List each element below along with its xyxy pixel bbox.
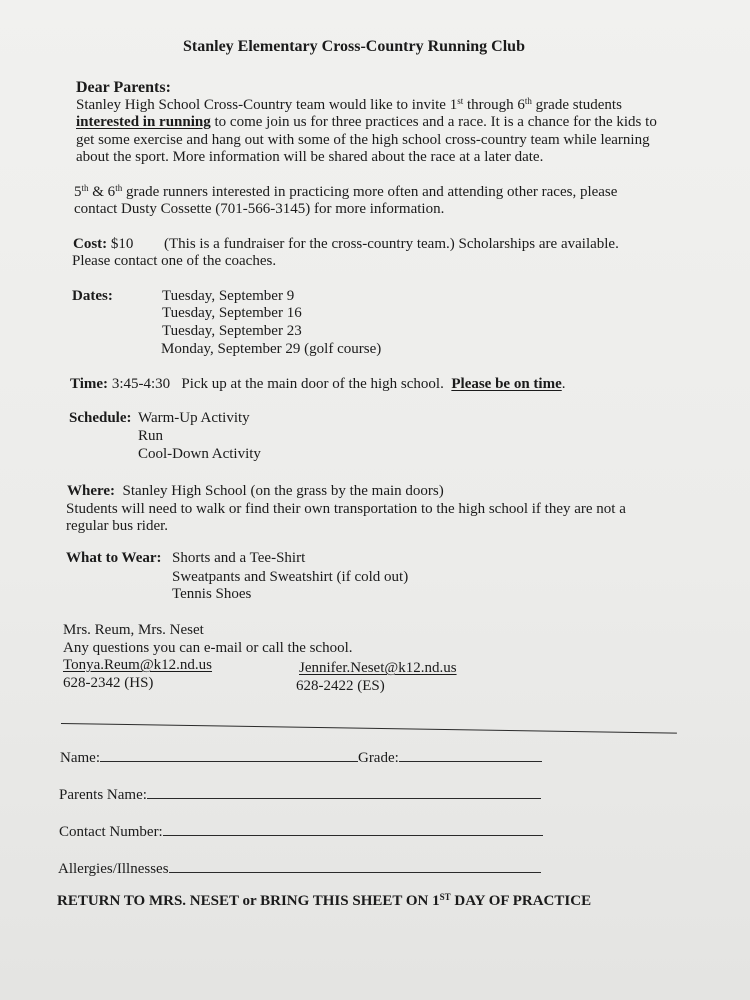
wear-label: What to Wear:	[66, 550, 162, 566]
allergies-label: Allergies/Illnesses	[58, 861, 169, 877]
schedule-item: Run	[138, 428, 164, 444]
page-title: Stanley Elementary Cross-Country Running Club	[183, 38, 525, 55]
contact-label: Contact Number:	[59, 824, 163, 840]
parents-field[interactable]	[59, 785, 541, 804]
name-blank[interactable]	[100, 748, 358, 762]
email-neset-link[interactable]: Jennifer.Neset@k12.nd.us	[299, 660, 457, 676]
greeting: Dear Parents:	[76, 79, 171, 96]
where-line-2: Students will need to walk or find their own transportation to the high school if they are not a	[66, 501, 626, 517]
cost-line: Cost: $10	[73, 236, 134, 252]
intro-line-1: Stanley High School Cross-Country team would like to invite 1st through 6th grade students	[76, 96, 622, 113]
phone-hs: 628-2342 (HS)	[63, 675, 154, 691]
contact-names: Mrs. Reum, Mrs. Neset	[63, 622, 204, 638]
where-line-3: regular bus rider.	[66, 518, 169, 534]
name-label: Name:	[60, 750, 100, 766]
date-item: Monday, September 29 (golf course)	[161, 341, 382, 357]
cost-line-2: Please contact one of the coaches.	[72, 253, 277, 269]
contact-field[interactable]	[59, 822, 543, 841]
parents-label: Parents Name:	[59, 787, 147, 803]
older-line-1: 5th & 6th grade runners interested in practicing more often and attending other races, please	[74, 183, 618, 200]
where-line: Where: Stanley High School (on the grass by the main doors)	[67, 483, 444, 499]
allergies-field[interactable]	[58, 859, 541, 878]
cost-note: (This is a fundraiser for the cross-country team.) Scholarships are available.	[164, 236, 619, 252]
email-reum-link[interactable]: Tonya.Reum@k12.nd.us	[63, 657, 213, 673]
intro-line-4: about the sport. More information will be shared about the race at a later date.	[76, 149, 544, 165]
name-field[interactable]	[60, 748, 542, 767]
intro-line-2: interested in running to come join us for three practices and a race. It is a chance for the kids to	[76, 114, 657, 130]
date-item: Tuesday, September 16	[162, 305, 302, 321]
date-item: Tuesday, September 23	[162, 323, 302, 339]
wear-item: Shorts and a Tee-Shirt	[172, 550, 306, 566]
schedule-item: Cool-Down Activity	[138, 446, 261, 462]
time-line: Time: 3:45-4:30 Pick up at the main door of the high school. Please be on time.	[70, 376, 566, 392]
wear-item: Tennis Shoes	[172, 586, 252, 602]
dates-label: Dates:	[72, 288, 113, 304]
contact-note: Any questions you can e-mail or call the school.	[63, 640, 353, 656]
older-line-2: contact Dusty Cossette (701-566-3145) for more information.	[74, 201, 445, 217]
return-instructions: RETURN TO MRS. NESET or BRING THIS SHEET ON 1ST DAY OF PRACTICE	[57, 892, 592, 909]
grade-blank[interactable]	[399, 748, 542, 762]
grade-label: Grade:	[357, 750, 399, 766]
interested-emphasis: interested in running	[76, 114, 211, 130]
intro-line-3: get some exercise and hang out with some of the high school cross-country team while learning	[76, 132, 650, 148]
phone-es: 628-2422 (ES)	[296, 678, 385, 694]
parents-blank[interactable]	[147, 785, 541, 799]
cut-line	[61, 723, 677, 734]
contact-blank[interactable]	[163, 822, 543, 836]
date-item: Tuesday, September 9	[162, 288, 295, 304]
schedule-item: Warm-Up Activity	[138, 410, 250, 426]
on-time-emphasis: Please be on time	[451, 376, 562, 392]
schedule-label: Schedule:	[69, 410, 132, 426]
wear-item: Sweatpants and Sweatshirt (if cold out)	[172, 569, 409, 585]
allergies-blank[interactable]	[169, 859, 541, 873]
